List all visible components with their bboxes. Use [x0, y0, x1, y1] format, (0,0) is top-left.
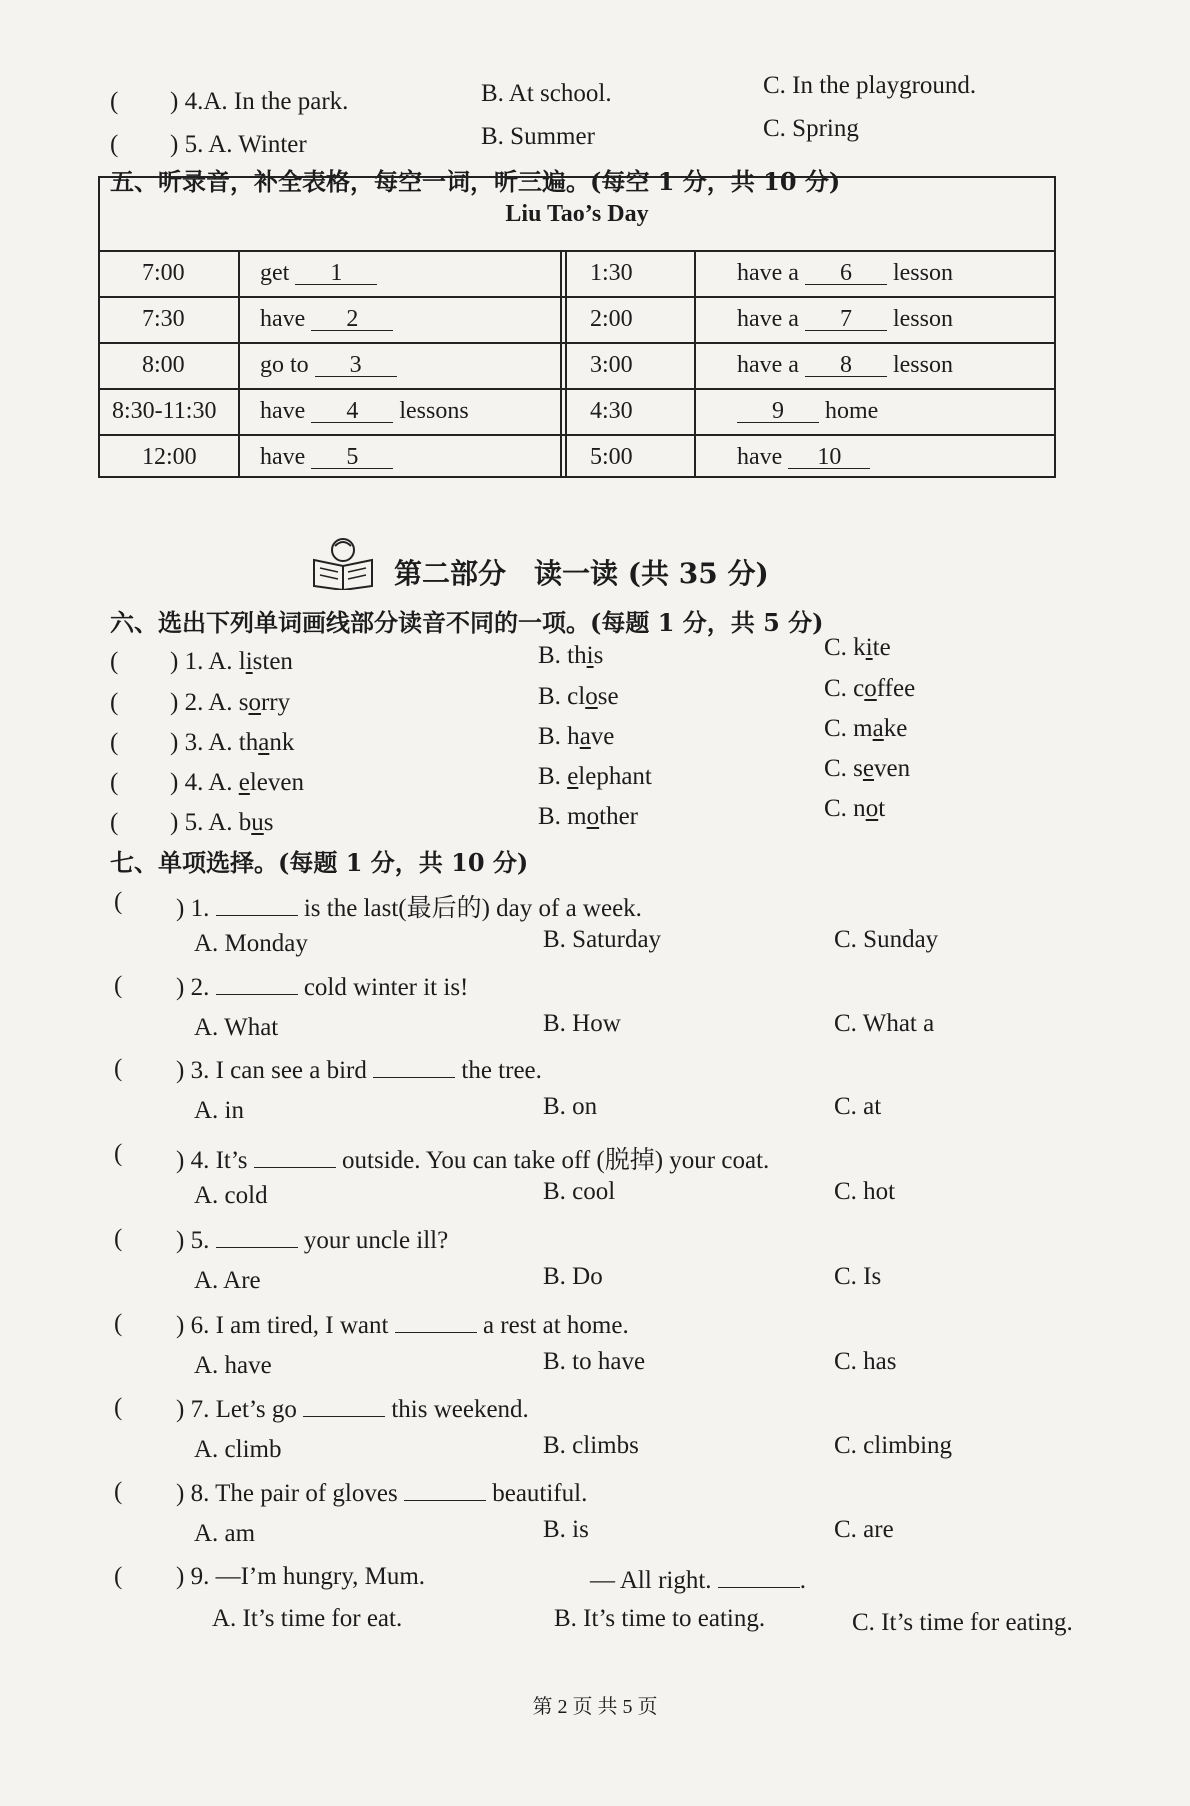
right-activity: have a 8 lesson — [737, 352, 953, 378]
left-activity: get 1 — [260, 260, 377, 287]
section7-heading: 七、单项选择。(每题 1 分，共 10 分) — [110, 848, 529, 877]
table-row-divider — [100, 296, 1054, 298]
left-activity: have 4 lessons — [260, 398, 469, 424]
option-a[interactable]: A. Are — [194, 1267, 261, 1294]
table-blank-6[interactable]: 6 — [805, 262, 887, 285]
schedule-table — [98, 176, 1056, 478]
right-activity: 9 home — [737, 398, 878, 425]
option-c[interactable]: C. Is — [834, 1263, 882, 1290]
option-c: C. seven — [824, 755, 911, 782]
option-a[interactable]: A. cold — [194, 1182, 268, 1209]
table-row-divider — [100, 434, 1054, 436]
left-time: 8:30-11:30 — [112, 398, 217, 424]
table-blank-3[interactable]: 3 — [315, 354, 397, 377]
option-a[interactable]: A. have — [194, 1352, 272, 1379]
left-activity: have 5 — [260, 444, 393, 471]
phonics-item: ) 5. A. bus — [170, 809, 274, 836]
option-b: B. elephant — [538, 763, 652, 790]
table-blank-9[interactable]: 9 — [737, 400, 819, 423]
question-stem: ) 9. —I’m hungry, Mum. — [176, 1563, 426, 1590]
option-b[interactable]: B. Saturday — [543, 926, 662, 953]
answer-paren[interactable]: ( — [114, 972, 123, 999]
option-c[interactable]: C. hot — [834, 1178, 896, 1205]
option-b: B. have — [538, 723, 615, 750]
option-a[interactable]: A. Monday — [194, 930, 308, 957]
right-time: 2:00 — [590, 306, 633, 332]
question-stem: ) 5. A. Winter — [170, 131, 307, 158]
table-title: Liu Tao’s Day — [100, 178, 1054, 252]
answer-paren[interactable]: ( — [114, 1563, 123, 1590]
phonics-item: ) 2. A. sorry — [170, 689, 291, 716]
option-c[interactable]: C. It’s time for eating. — [852, 1609, 1073, 1636]
option-c[interactable]: C. at — [834, 1093, 882, 1120]
right-time: 1:30 — [590, 260, 633, 286]
answer-blank[interactable] — [303, 1394, 385, 1417]
option-c: C. coffee — [824, 675, 916, 702]
answer-paren[interactable]: ( — [114, 1140, 123, 1167]
answer-paren[interactable]: ( — [110, 648, 119, 675]
table-blank-8[interactable]: 8 — [805, 354, 887, 377]
answer-paren[interactable]: ( — [114, 1225, 123, 1252]
answer-paren[interactable]: ( — [114, 888, 123, 915]
answer-paren[interactable]: ( — [110, 131, 119, 158]
right-time: 4:30 — [590, 398, 633, 424]
option-c: C. kite — [824, 634, 891, 661]
question-stem: ) 3. I can see a bird the tree. — [176, 1057, 542, 1084]
answer-blank[interactable] — [254, 1145, 336, 1168]
option-b[interactable]: B. Do — [543, 1263, 603, 1290]
left-time: 7:00 — [142, 260, 185, 286]
question-stem: ) 1. is the last(最后的) day of a week. — [176, 895, 642, 922]
table-row-divider — [100, 388, 1054, 390]
right-time: 5:00 — [590, 444, 633, 470]
option-b[interactable]: B. on — [543, 1093, 598, 1120]
answer-blank[interactable] — [395, 1310, 477, 1333]
response-stem: — All right. . — [590, 1567, 807, 1594]
table-blank-4[interactable]: 4 — [311, 400, 393, 423]
option-a[interactable]: A. What — [194, 1014, 279, 1041]
answer-paren[interactable]: ( — [110, 769, 119, 796]
right-activity: have a 6 lesson — [737, 260, 953, 286]
phonics-item: ) 3. A. thank — [170, 729, 295, 756]
left-activity: go to 3 — [260, 352, 397, 379]
option-c: C. In the playground. — [763, 72, 977, 99]
option-b: B. At school. — [481, 80, 612, 107]
left-time: 8:00 — [142, 352, 185, 378]
page-footer: 第 2 页 共 5 页 — [532, 1696, 658, 1718]
table-blank-7[interactable]: 7 — [805, 308, 887, 331]
option-b[interactable]: B. to have — [543, 1348, 646, 1375]
option-a[interactable]: A. climb — [194, 1436, 282, 1463]
question-stem: ) 8. The pair of gloves beautiful. — [176, 1480, 588, 1507]
answer-blank[interactable] — [216, 1225, 298, 1248]
right-activity: have a 7 lesson — [737, 306, 953, 332]
phonics-item: ) 4. A. eleven — [170, 769, 304, 796]
question-stem: ) 7. Let’s go this weekend. — [176, 1396, 529, 1423]
left-time: 12:00 — [142, 444, 197, 470]
option-c[interactable]: C. has — [834, 1348, 897, 1375]
option-c[interactable]: C. What a — [834, 1010, 935, 1037]
option-a[interactable]: A. in — [194, 1097, 244, 1124]
option-c: C. Spring — [763, 115, 859, 142]
option-b[interactable]: B. climbs — [543, 1432, 639, 1459]
left-activity: have 2 — [260, 306, 393, 333]
table-divider — [694, 250, 696, 476]
question-stem: ) 4. It’s outside. You can take off (脱掉) your coat. — [176, 1147, 770, 1174]
option-a[interactable]: A. It’s time for eat. — [212, 1605, 403, 1632]
answer-paren[interactable]: ( — [114, 1394, 123, 1421]
option-b[interactable]: B. is — [543, 1516, 589, 1543]
answer-paren[interactable]: ( — [114, 1055, 123, 1082]
table-blank-1[interactable]: 1 — [295, 262, 377, 285]
phonics-item: ) 1. A. listen — [170, 648, 293, 675]
question-stem: ) 4.A. In the park. — [170, 88, 349, 115]
answer-paren[interactable]: ( — [114, 1478, 123, 1505]
answer-blank[interactable] — [216, 972, 298, 995]
option-b[interactable]: B. cool — [543, 1178, 616, 1205]
table-divider — [560, 250, 562, 476]
question-stem: ) 5. your uncle ill? — [176, 1227, 449, 1254]
answer-paren[interactable]: ( — [110, 689, 119, 716]
option-c[interactable]: C. climbing — [834, 1432, 953, 1459]
option-a[interactable]: A. am — [194, 1520, 256, 1547]
left-time: 7:30 — [142, 306, 185, 332]
right-time: 3:00 — [590, 352, 633, 378]
option-b: B. mother — [538, 803, 638, 830]
table-divider — [238, 250, 240, 476]
section6-heading: 六、选出下列单词画线部分读音不同的一项。(每题 1 分，共 5 分) — [110, 608, 824, 637]
answer-paren[interactable]: ( — [114, 1310, 123, 1337]
option-b[interactable]: B. How — [543, 1010, 621, 1037]
question-stem: ) 6. I am tired, I want a rest at home. — [176, 1312, 629, 1339]
option-c[interactable]: C. are — [834, 1516, 894, 1543]
option-b: B. this — [538, 642, 604, 669]
option-b: B. Summer — [481, 123, 595, 150]
answer-blank[interactable] — [373, 1055, 455, 1078]
table-blank-2[interactable]: 2 — [311, 308, 393, 331]
option-b: B. close — [538, 683, 619, 710]
question-stem: ) 2. cold winter it is! — [176, 974, 469, 1001]
answer-paren[interactable]: ( — [110, 729, 119, 756]
table-blank-5[interactable]: 5 — [311, 446, 393, 469]
answer-blank[interactable] — [216, 893, 298, 916]
right-activity: have 10 — [737, 444, 870, 471]
answer-paren[interactable]: ( — [110, 809, 119, 836]
table-divider — [565, 250, 567, 476]
reading-child-icon — [308, 536, 378, 590]
section5-heading: 五、听录音，补全表格，每空一词，听三遍。(每空 1 分，共 10 分) — [110, 167, 841, 196]
option-c: C. not — [824, 795, 886, 822]
answer-blank[interactable] — [404, 1478, 486, 1501]
answer-blank[interactable] — [718, 1565, 800, 1588]
option-c[interactable]: C. Sunday — [834, 926, 939, 953]
table-blank-10[interactable]: 10 — [788, 446, 870, 469]
option-c: C. make — [824, 715, 908, 742]
option-b[interactable]: B. It’s time to eating. — [554, 1605, 766, 1632]
table-row-divider — [100, 342, 1054, 344]
part2-title: 第二部分 读一读 (共 35 分) — [394, 557, 769, 590]
answer-paren[interactable]: ( — [110, 88, 119, 115]
